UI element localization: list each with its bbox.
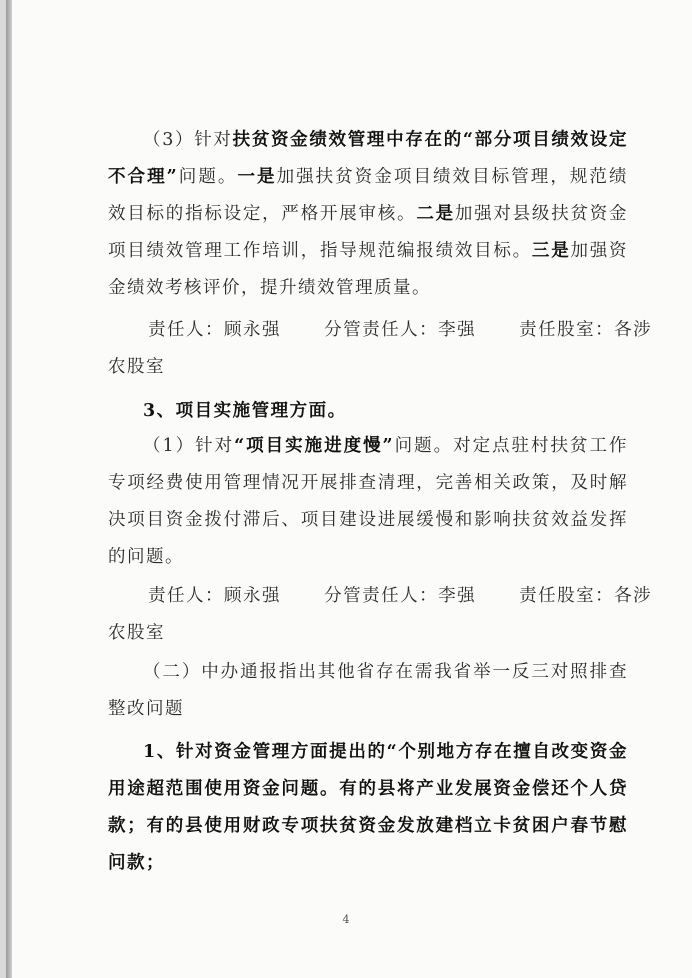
- text-run: 问题。对定点驻村扶贫工作专项经费使用管理情况开展排查清理，完善相关政策，及时解决项目资金拨付滞后、项目建设进展缓慢和影响扶贫效益发挥的问题。: [108, 436, 628, 567]
- responsible-dept-cont: 农股室: [108, 623, 165, 643]
- bold-run: 一是: [237, 167, 277, 187]
- responsibility-line-1: [148, 316, 652, 341]
- responsible-dept: 责任股室：各涉: [519, 586, 653, 606]
- bold-run: 1、针对资金管理方面提出的: [143, 742, 387, 762]
- responsible-manager: 分管责任人：李强: [324, 586, 477, 606]
- bold-run: 三是: [531, 241, 571, 261]
- scan-edge: [6, 0, 12, 978]
- bold-run: “个别地方存在擅自改变资金用途超范围使用资金问题。有的县将产业发展资金偿还个人贷款；有的县使用财政专项扶贫资金发放建档立卡贫困户春节慰问款；: [108, 742, 628, 873]
- responsible-dept-cont: 农股室: [108, 357, 165, 377]
- section-heading: 3、项目实施管理方面。: [143, 401, 347, 421]
- responsibility-line-2: [148, 582, 652, 607]
- text-run: （3）针对: [143, 130, 233, 150]
- bold-run: 二是: [416, 204, 455, 224]
- responsible-dept: 责任股室：各涉: [519, 320, 653, 340]
- page-number: 4: [342, 913, 350, 926]
- paragraph-notice: （二）中办通报指出其他省存在需我省举一反三对照排查整改问题: [108, 662, 628, 719]
- responsible-person: 责任人：顾永强: [148, 320, 281, 340]
- paragraph-progress: [108, 428, 628, 576]
- text-run: 加强扶贫资金项目绩效目标管理，规范绩效目标的指标设定，严格开展审核。: [108, 167, 628, 224]
- text-run: 加强资金绩效考核评价，提升绩效管理质量。: [108, 241, 629, 298]
- responsible-manager: 分管责任人：李强: [324, 320, 477, 340]
- text-run: 问题。: [178, 167, 238, 187]
- paragraph-funds: [108, 734, 628, 882]
- paragraph-performance: [108, 122, 628, 307]
- bold-run: 扶贫资金绩效管理中存在的“部分项目绩效设定不合理”: [108, 130, 628, 187]
- text-run: （1）针对: [143, 436, 235, 456]
- text-run: 加强对县级扶贫资金项目绩效管理工作培训，指导规范编报绩效目标。: [108, 204, 629, 261]
- bold-run: “项目实施进度慢”: [234, 436, 395, 456]
- responsible-person: 责任人：顾永强: [148, 586, 281, 606]
